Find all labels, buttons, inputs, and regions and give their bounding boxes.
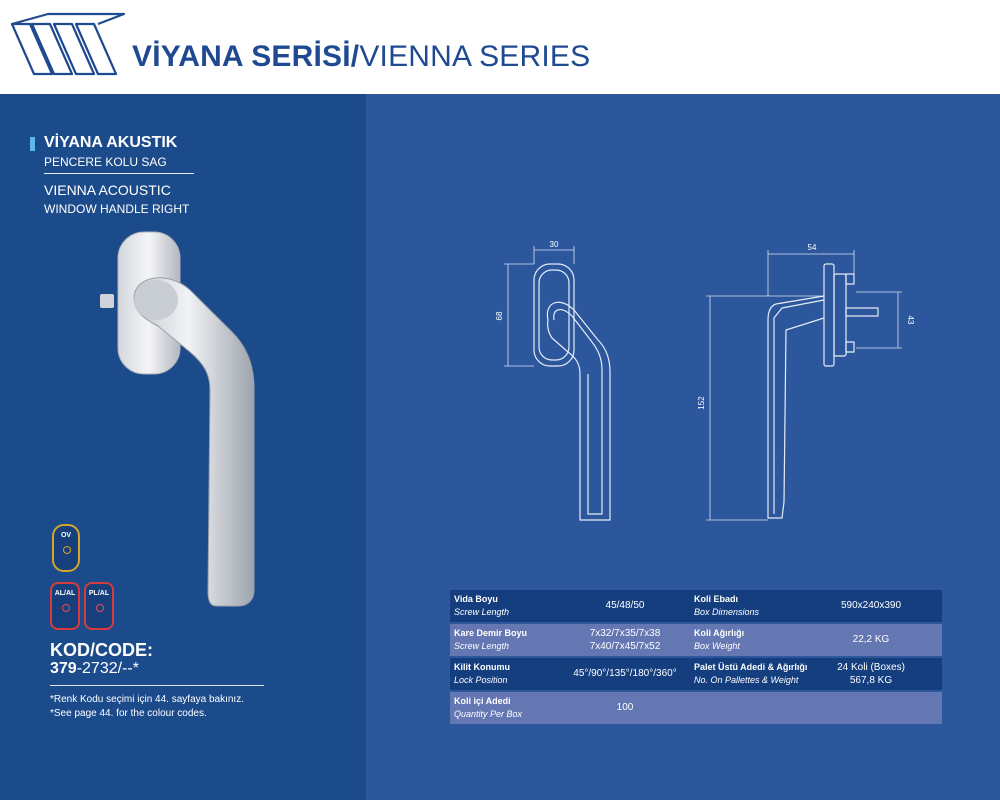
accent-bar xyxy=(30,137,35,151)
spec-value: 590x240x390 xyxy=(840,600,902,611)
spec-label: Koli Ağırlığı xyxy=(694,628,745,638)
spec-label-cell xyxy=(690,624,800,656)
spec-label-en: Box Weight xyxy=(694,641,740,651)
brand-logo xyxy=(8,10,128,84)
series-title: VİYANA SERİSİ/VIENNA SERIES xyxy=(132,40,591,73)
product-subtitle-en: WINDOW HANDLE RIGHT xyxy=(44,202,190,216)
product-code: 379-2732/--* xyxy=(50,660,139,677)
spec-label: Kilit Konumu xyxy=(454,662,510,672)
finish-swatch-al-al[interactable] xyxy=(50,582,80,630)
handle-product-image xyxy=(98,228,268,613)
divider xyxy=(44,173,194,174)
dim-front-width: 30 xyxy=(549,240,559,249)
spec-row xyxy=(450,658,942,690)
spec-value-cell xyxy=(560,590,690,622)
spec-label-cell xyxy=(450,658,560,690)
product-subtitle-tr: PENCERE KOLU SAG xyxy=(44,155,167,169)
header xyxy=(0,0,1000,94)
spec-value: 22,2 KG xyxy=(852,634,890,645)
spec-value: 45°/90°/135°/180°/360° xyxy=(573,668,677,679)
spec-value: 7x40/7x45/7x52 xyxy=(589,641,661,652)
finish-label: OV xyxy=(60,532,72,539)
finish-dot xyxy=(96,604,104,612)
spec-row xyxy=(450,692,942,724)
product-name-en: VIENNA ACOUSTIC xyxy=(44,182,171,198)
product-name-tr: VİYANA AKUSTIK xyxy=(44,134,178,151)
finish-dot xyxy=(63,546,71,554)
finish-swatch-pl-al[interactable] xyxy=(84,582,114,630)
finish-label: AL/AL xyxy=(54,590,76,597)
dim-side-length: 152 xyxy=(697,396,706,410)
code-label: KOD/CODE: xyxy=(50,640,153,660)
spec-row xyxy=(450,624,942,656)
colour-note-tr: *Renk Kodu seçimi için 44. sayfaya bakınız. xyxy=(50,694,244,705)
spec-value-cell xyxy=(560,624,690,656)
spec-label: Koli içi Adedi xyxy=(454,696,511,706)
spec-value-cell xyxy=(560,692,690,724)
spec-value: 45/48/50 xyxy=(605,600,645,611)
spec-label: Kare Demir Boyu xyxy=(454,628,528,638)
spec-value: 567,8 KG xyxy=(849,675,893,686)
spec-value-cell xyxy=(800,658,942,690)
spec-label-cell xyxy=(450,624,560,656)
spec-label: Palet Üstü Adedi & Ağırlığı xyxy=(694,662,808,672)
spec-label-en: Screw Length xyxy=(454,607,510,617)
dim-side-depth: 54 xyxy=(807,243,817,252)
spec-label-en: Lock Position xyxy=(454,675,508,685)
spec-value-cell xyxy=(800,624,942,656)
dim-spindle-spacing: 43 xyxy=(906,315,915,325)
spec-value-cell xyxy=(560,658,690,690)
spec-label-cell xyxy=(450,692,560,724)
spec-table xyxy=(450,590,942,726)
spec-value: 100 xyxy=(616,702,634,713)
spec-label: Vida Boyu xyxy=(454,594,498,604)
spec-label-en: Quantity Per Box xyxy=(454,709,523,719)
spec-label: Koli Ebadı xyxy=(694,594,739,604)
spec-label-cell xyxy=(450,590,560,622)
spec-label-cell xyxy=(690,590,800,622)
spec-label-en: Box Dimensions xyxy=(694,607,760,617)
colour-note-en: *See page 44. for the colour codes. xyxy=(50,708,207,719)
spec-value: 7x32/7x35/7x38 xyxy=(589,628,661,639)
divider xyxy=(50,685,264,686)
spec-row xyxy=(450,590,942,622)
technical-drawing xyxy=(492,238,932,530)
spec-value: 24 Koli (Boxes) xyxy=(837,662,905,673)
finish-swatch-ov[interactable] xyxy=(52,524,80,572)
finish-label: PL/AL xyxy=(88,590,110,597)
finish-dot xyxy=(62,604,70,612)
spec-label-en: Screw Length xyxy=(454,641,510,651)
dim-front-height: 68 xyxy=(495,311,504,321)
spec-label-en: No. On Pallettes & Weight xyxy=(694,675,799,685)
spec-value-cell xyxy=(800,590,942,622)
